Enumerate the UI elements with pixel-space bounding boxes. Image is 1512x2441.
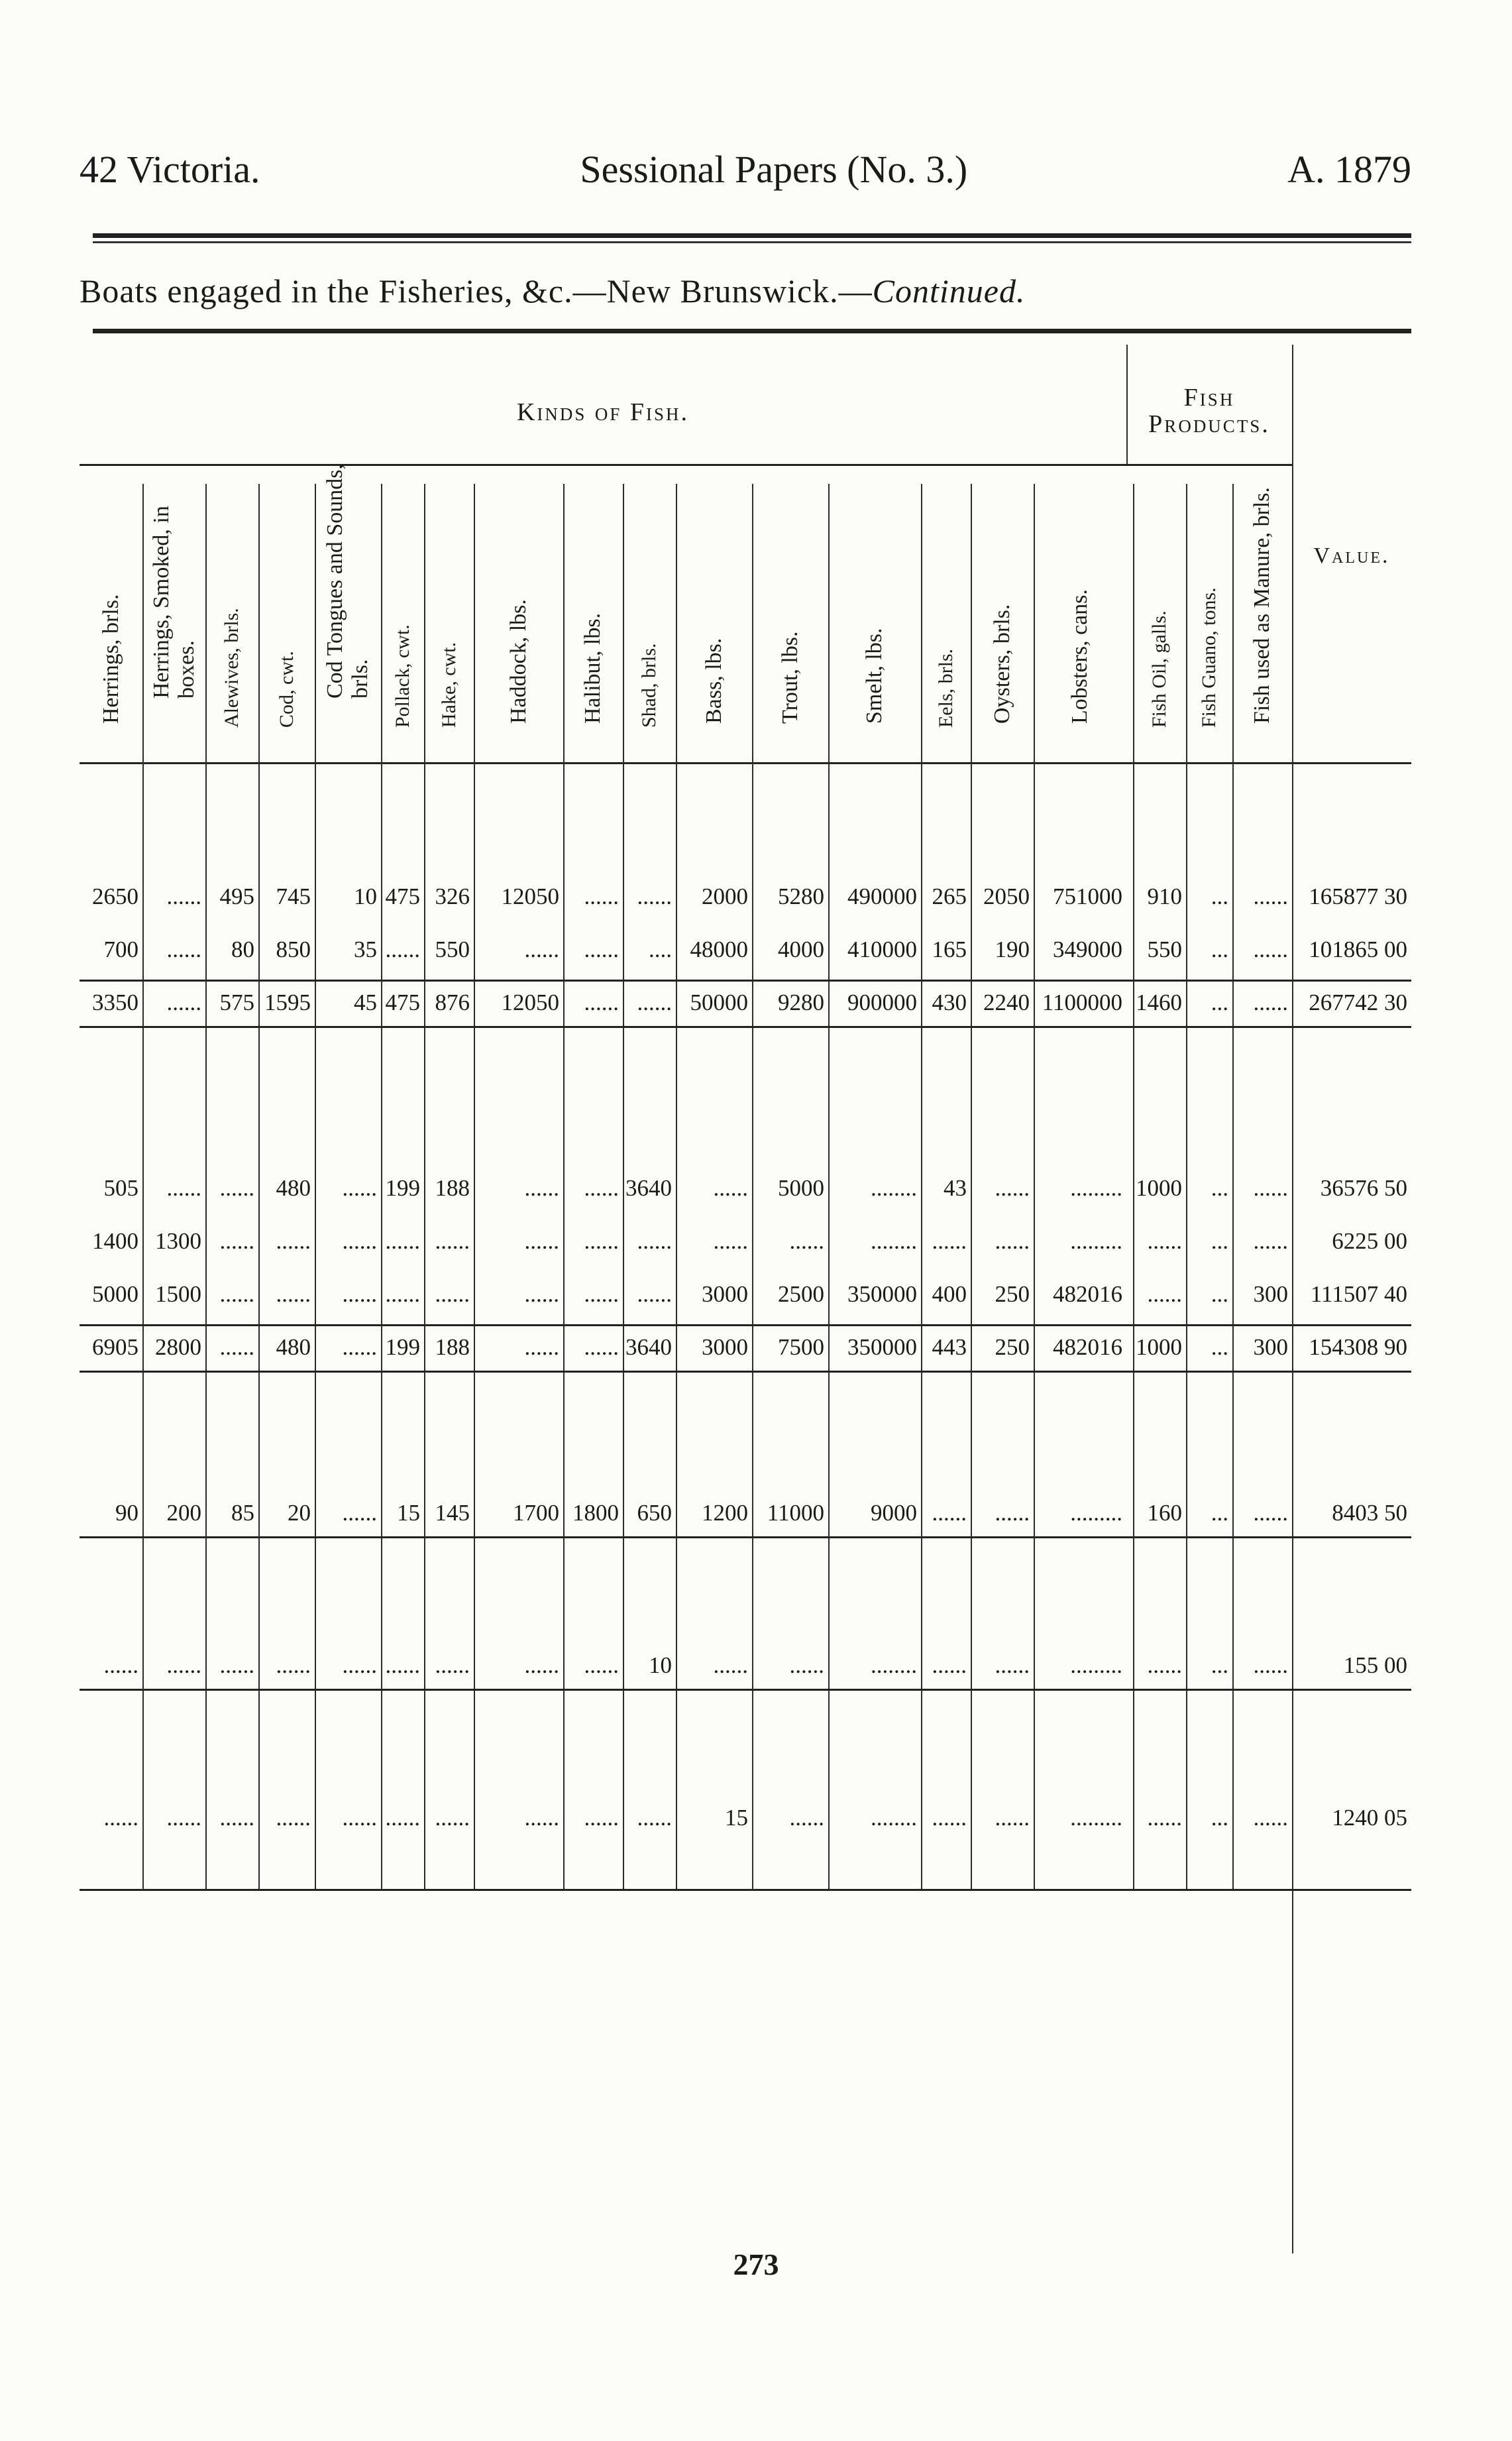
table-cell: 850: [276, 937, 311, 962]
table-cell: ......: [385, 1228, 420, 1254]
table-cell: 48000: [690, 937, 748, 962]
table-cell: 1100000: [1042, 990, 1122, 1015]
table-cell: 160: [1147, 1500, 1182, 1526]
table-cell: 1200: [702, 1500, 748, 1526]
table-cell: ......: [435, 1228, 470, 1254]
table-row: [80, 1279, 1411, 1310]
table-cell: 3000: [702, 1334, 748, 1360]
table-cell: ......: [932, 1805, 967, 1831]
table-cell: 4000: [778, 937, 824, 962]
column-divider: [921, 484, 922, 1889]
table-cell: ......: [995, 1805, 1030, 1831]
table-cell: ......: [276, 1281, 311, 1307]
table-cell: 300: [1253, 1281, 1288, 1307]
table-cell: 12050: [501, 990, 559, 1015]
table-cell: 1700: [513, 1500, 559, 1526]
table-title-main: Boats engaged in the Fisheries, &c.—New Brunswick.—: [80, 272, 873, 310]
column-divider: [142, 484, 144, 1889]
table-cell: ...: [1211, 1652, 1228, 1678]
table-cell: 1500: [155, 1281, 201, 1307]
table-cell: 5000: [778, 1175, 824, 1201]
table-cell: ......: [584, 990, 619, 1015]
table-cell: 3000: [702, 1281, 748, 1307]
table-cell: ......: [1253, 1652, 1288, 1678]
column-header: [1232, 487, 1292, 749]
table-cell: ......: [789, 1652, 824, 1678]
column-header-label: Cod Tongues and Sounds, brls.: [323, 463, 372, 699]
value-cell: 267742 30: [1309, 990, 1407, 1015]
table-cell: 3640: [625, 1175, 672, 1201]
table-cell: ......: [995, 1500, 1030, 1526]
table-cell: ......: [584, 1175, 619, 1201]
column-header-label: Oysters, brls.: [989, 604, 1014, 724]
table-cell: ......: [1253, 937, 1288, 962]
column-divider: [424, 484, 425, 1889]
table-row: [80, 1173, 1411, 1204]
table-cell: ......: [385, 1281, 420, 1307]
table-cell: ...: [1211, 1281, 1228, 1307]
table-cell: 10: [649, 1652, 672, 1678]
header-rule: [93, 233, 1411, 238]
table-cell: ......: [524, 937, 559, 962]
column-header: [828, 497, 921, 749]
table-cell: 475: [385, 990, 420, 1015]
value-cell: 1240 05: [1332, 1805, 1407, 1831]
column-divider: [1292, 484, 1293, 1889]
column-header-label: Herrings, brls.: [98, 594, 123, 724]
column-divider: [676, 484, 677, 1889]
table-cell: 326: [435, 883, 470, 909]
table-cell: 188: [435, 1175, 470, 1201]
table-cell: 480: [276, 1334, 311, 1360]
table-cell: ........: [871, 1805, 917, 1831]
table-cell: ....: [649, 937, 672, 962]
table-cell: 45: [354, 990, 377, 1015]
column-header: [474, 497, 563, 749]
table-cell: ......: [1253, 1228, 1288, 1254]
table-cell: ......: [435, 1281, 470, 1307]
table-cell: 495: [219, 883, 254, 909]
column-header-label: Fish Guano, tons.: [1198, 587, 1220, 728]
value-cell: 6225 00: [1332, 1228, 1407, 1254]
column-header: [563, 497, 623, 749]
table-cell: ......: [637, 1228, 672, 1254]
group-kinds-of-fish: Kinds of Fish.: [516, 398, 690, 426]
table-cell: ......: [385, 1805, 420, 1831]
column-header-label: Lobsters, cans.: [1067, 589, 1092, 724]
group-rule: [80, 464, 1292, 466]
table-cell: ......: [276, 1228, 311, 1254]
table-cell: ......: [1253, 883, 1288, 909]
column-divider: [828, 484, 830, 1889]
table-cell: ......: [637, 990, 672, 1015]
table-cell: ......: [342, 1334, 377, 1360]
table-cell: 15: [725, 1805, 748, 1831]
table-cell: ......: [584, 937, 619, 962]
table-cell: ......: [789, 1805, 824, 1831]
table-cell: 2240: [983, 990, 1030, 1015]
table-cell: ......: [584, 1652, 619, 1678]
table-cell: 11000: [767, 1500, 824, 1526]
table-cell: ...: [1211, 1334, 1228, 1360]
table-row: [80, 1226, 1411, 1257]
table-cell: 6905: [92, 1334, 138, 1360]
column-divider: [1034, 484, 1035, 1889]
table-cell: 443: [932, 1334, 967, 1360]
column-header: [315, 463, 381, 749]
table-title: [80, 272, 1025, 310]
table-cell: ......: [342, 1500, 377, 1526]
table-cell: ......: [524, 1334, 559, 1360]
table-cell: ...: [1211, 1500, 1228, 1526]
header-center: Sessional Papers (No. 3.): [580, 148, 968, 191]
column-header-label: Cod, cwt.: [275, 651, 297, 728]
table-cell: 165: [932, 937, 967, 962]
group-fish-products: Fish Products.: [1148, 384, 1270, 438]
column-header-label: Shad, brls.: [638, 643, 660, 728]
table-cell: ......: [166, 990, 201, 1015]
table-cell: ......: [995, 1228, 1030, 1254]
column-header: [676, 497, 752, 749]
table-cell: ......: [713, 1652, 748, 1678]
table-cell: ......: [584, 883, 619, 909]
table-cell: ......: [219, 1175, 254, 1201]
table-cell: ......: [276, 1652, 311, 1678]
page-header: [80, 147, 1411, 192]
column-header-label: Fish Oil, galls.: [1148, 610, 1170, 728]
table-cell: 190: [995, 937, 1030, 962]
table-cell: 50000: [690, 990, 748, 1015]
value-cell: 165877 30: [1309, 883, 1407, 909]
table-cell: ......: [385, 1652, 420, 1678]
table-cell: ......: [435, 1805, 470, 1831]
table-cell: 3350: [92, 990, 138, 1015]
column-header: [921, 497, 971, 749]
column-header-label: Fish used as Manure, brls.: [1250, 487, 1274, 724]
table-cell: 2050: [983, 883, 1030, 909]
table-cell: ......: [637, 883, 672, 909]
table-cell: 2000: [702, 883, 748, 909]
table-cell: ......: [584, 1805, 619, 1831]
column-header: [381, 497, 424, 749]
table-cell: 751000: [1053, 883, 1122, 909]
column-divider: [381, 484, 382, 1889]
column-divider: [315, 484, 316, 1889]
table-cell: ......: [789, 1228, 824, 1254]
table-cell: .........: [1070, 1652, 1122, 1678]
column-divider: [205, 484, 207, 1889]
table-cell: 2650: [92, 883, 138, 909]
column-divider: [563, 484, 565, 1889]
column-header-label: Hake, cwt.: [437, 642, 460, 728]
table-cell: .........: [1070, 1805, 1122, 1831]
table-cell: ...: [1211, 1805, 1228, 1831]
table-cell: 85: [231, 1500, 254, 1526]
title-rule: [93, 329, 1411, 333]
table-row: [80, 1803, 1411, 1833]
table-cell: ......: [524, 1805, 559, 1831]
table-cell: ......: [713, 1175, 748, 1201]
table-cell: 1000: [1136, 1334, 1182, 1360]
value-cell: 101865 00: [1309, 937, 1407, 962]
table-cell: 9280: [778, 990, 824, 1015]
table-cell: 200: [166, 1500, 201, 1526]
table-cell: ...: [1211, 990, 1228, 1015]
group-divider: [1126, 345, 1128, 464]
table-cell: ...: [1211, 1175, 1228, 1201]
table-cell: ......: [932, 1500, 967, 1526]
table-cell: 2500: [778, 1281, 824, 1307]
table-cell: ......: [219, 1805, 254, 1831]
table-cell: 5000: [92, 1281, 138, 1307]
table-cell: ......: [166, 883, 201, 909]
table-cell: ......: [637, 1805, 672, 1831]
table-cell: 2800: [155, 1334, 201, 1360]
table-cell: ......: [1147, 1228, 1182, 1254]
table-cell: ......: [342, 1805, 377, 1831]
table-cell: ...: [1211, 937, 1228, 962]
column-header: [258, 497, 315, 749]
column-divider: [971, 484, 972, 1889]
table-cell: 15: [397, 1500, 420, 1526]
column-header: [752, 497, 828, 749]
table-cell: ........: [871, 1652, 917, 1678]
column-header-label: Eels, brls.: [934, 648, 957, 728]
header-rule-thin: [93, 241, 1411, 243]
table-row: [80, 1650, 1411, 1681]
table-cell: ......: [385, 937, 420, 962]
table-cell: 300: [1253, 1334, 1288, 1360]
table-cell: 490000: [847, 883, 917, 909]
value-cell: 8403 50: [1332, 1500, 1407, 1526]
table-row: [80, 881, 1411, 912]
table-cell: ......: [713, 1228, 748, 1254]
table-row: [80, 1498, 1411, 1528]
value-cell: 36576 50: [1320, 1175, 1407, 1201]
column-header-label: Smelt, lbs.: [862, 628, 887, 724]
table-cell: ......: [219, 1652, 254, 1678]
table-cell: ......: [524, 1228, 559, 1254]
table-row: [80, 935, 1411, 965]
table-cell: 505: [103, 1175, 138, 1201]
table-cell: ......: [932, 1652, 967, 1678]
table-cell: ......: [524, 1175, 559, 1201]
table-cell: 700: [103, 937, 138, 962]
table-cell: 199: [385, 1334, 420, 1360]
table-cell: 1400: [92, 1228, 138, 1254]
table-cell: ......: [276, 1805, 311, 1831]
table-cell: 9000: [871, 1500, 917, 1526]
column-divider: [1186, 484, 1187, 1889]
column-header: [205, 497, 258, 749]
table-cell: 349000: [1053, 937, 1122, 962]
table-cell: ......: [166, 1175, 201, 1201]
column-header: [971, 497, 1034, 749]
table-cell: 1595: [264, 990, 311, 1015]
table-cell: 475: [385, 883, 420, 909]
table-cell: 400: [932, 1281, 967, 1307]
table-cell: ......: [1147, 1281, 1182, 1307]
table-cell: ......: [219, 1281, 254, 1307]
value-cell: 111507 40: [1310, 1281, 1407, 1307]
table-cell: ......: [342, 1175, 377, 1201]
table-cell: 550: [435, 937, 470, 962]
table-cell: ......: [932, 1228, 967, 1254]
table-cell: 7500: [778, 1334, 824, 1360]
table-cell: ...: [1211, 883, 1228, 909]
table-cell: ......: [435, 1652, 470, 1678]
table-cell: 43: [944, 1175, 967, 1201]
table-cell: 250: [995, 1281, 1030, 1307]
table-cell: .........: [1070, 1500, 1122, 1526]
table-cell: 1460: [1136, 990, 1182, 1015]
header-right: A. 1879: [1287, 148, 1411, 191]
table-cell: 3640: [625, 1334, 672, 1360]
value-cell: 154308 90: [1309, 1334, 1407, 1360]
column-header: [1034, 497, 1126, 749]
total-rule: [80, 1371, 1411, 1373]
table-cell: ......: [219, 1334, 254, 1360]
table-cell: 480: [276, 1175, 311, 1201]
table-cell: 550: [1147, 937, 1182, 962]
table-cell: 188: [435, 1334, 470, 1360]
column-header: [80, 497, 142, 749]
table-cell: ......: [166, 1805, 201, 1831]
value-header: Value.: [1313, 543, 1390, 568]
table-cell: 575: [219, 990, 254, 1015]
column-header-label: Trout, lbs.: [777, 631, 802, 724]
table-cell: 250: [995, 1334, 1030, 1360]
table-cell: ......: [1253, 990, 1288, 1015]
table-cell: 900000: [847, 990, 917, 1015]
table-cell: 145: [435, 1500, 470, 1526]
column-divider: [474, 484, 475, 1889]
table-cell: ........: [871, 1175, 917, 1201]
table-cell: 1800: [572, 1500, 619, 1526]
table-cell: ......: [219, 1228, 254, 1254]
table-cell: ......: [342, 1228, 377, 1254]
table-cell: .........: [1070, 1175, 1122, 1201]
table-cell: 430: [932, 990, 967, 1015]
total-rule: [80, 980, 1411, 982]
column-header-label: Bass, lbs.: [701, 638, 726, 724]
table-cell: ......: [342, 1281, 377, 1307]
table-cell: 350000: [847, 1334, 917, 1360]
table-cell: 80: [231, 937, 254, 962]
table-cell: ......: [637, 1281, 672, 1307]
table-cell: ......: [166, 1652, 201, 1678]
table-cell: ........: [871, 1228, 917, 1254]
table-cell: ......: [1253, 1805, 1288, 1831]
table-cell: 20: [288, 1500, 311, 1526]
table-cell: 650: [637, 1500, 672, 1526]
column-header: [623, 497, 676, 749]
column-header-label: Pollack, cwt.: [391, 624, 413, 728]
table-cell: ......: [342, 1652, 377, 1678]
table-row: [80, 988, 1411, 1018]
table-cell: ......: [103, 1805, 138, 1831]
table-cell: ......: [584, 1334, 619, 1360]
table-cell: 410000: [847, 937, 917, 962]
section-rule: [80, 1689, 1411, 1691]
table-title-continued: Continued.: [872, 272, 1026, 310]
column-header: [424, 497, 474, 749]
table-bottom-rule: [80, 1889, 1411, 1891]
column-header-label: Haddock, lbs.: [506, 599, 531, 724]
table-cell: 745: [276, 883, 311, 909]
table-row: [80, 1332, 1411, 1363]
column-header-rule: [80, 762, 1411, 764]
table-cell: ......: [103, 1652, 138, 1678]
table-cell: ......: [524, 1281, 559, 1307]
table-cell: 1000: [1136, 1175, 1182, 1201]
section-rule: [80, 1536, 1411, 1538]
table-cell: .........: [1070, 1228, 1122, 1254]
table-cell: ......: [584, 1228, 619, 1254]
table-cell: 1300: [155, 1228, 201, 1254]
column-header-label: Halibut, lbs.: [580, 612, 605, 724]
table-cell: ......: [1147, 1805, 1182, 1831]
column-header: [1186, 497, 1232, 749]
column-divider: [258, 484, 260, 1889]
column-header-label: Alewives, brls.: [221, 608, 243, 728]
column-divider: [1133, 484, 1134, 1889]
column-header: [1133, 497, 1186, 749]
column-divider: [752, 484, 753, 1889]
table-cell: ......: [995, 1175, 1030, 1201]
table-cell: ......: [1147, 1652, 1182, 1678]
header-left: 42 Victoria.: [80, 148, 260, 191]
table-cell: ......: [524, 1652, 559, 1678]
table-cell: ......: [584, 1281, 619, 1307]
table-cell: ......: [1253, 1500, 1288, 1526]
table-cell: 199: [385, 1175, 420, 1201]
table-cell: ......: [166, 937, 201, 962]
table-cell: 482016: [1053, 1281, 1122, 1307]
table-cell: 350000: [847, 1281, 917, 1307]
value-cell: 155 00: [1343, 1652, 1407, 1678]
table-cell: ......: [995, 1652, 1030, 1678]
table-cell: 10: [354, 883, 377, 909]
table-cell: 35: [354, 937, 377, 962]
table-cell: 90: [115, 1500, 138, 1526]
table-cell: ...: [1211, 1228, 1228, 1254]
total-rule: [80, 1324, 1411, 1326]
column-header-label: Herrings, Smoked, in boxes.: [148, 506, 199, 699]
page-number: 273: [733, 2247, 779, 2281]
column-divider: [623, 484, 624, 1889]
table-cell: 5280: [778, 883, 824, 909]
table-cell: 876: [435, 990, 470, 1015]
table-cell: 482016: [1053, 1334, 1122, 1360]
table-cell: ......: [1253, 1175, 1288, 1201]
column-header: [142, 497, 205, 749]
table-cell: 265: [932, 883, 967, 909]
column-divider: [1232, 484, 1234, 1889]
total-rule: [80, 1026, 1411, 1028]
table-cell: 910: [1147, 883, 1182, 909]
table-cell: 12050: [501, 883, 559, 909]
